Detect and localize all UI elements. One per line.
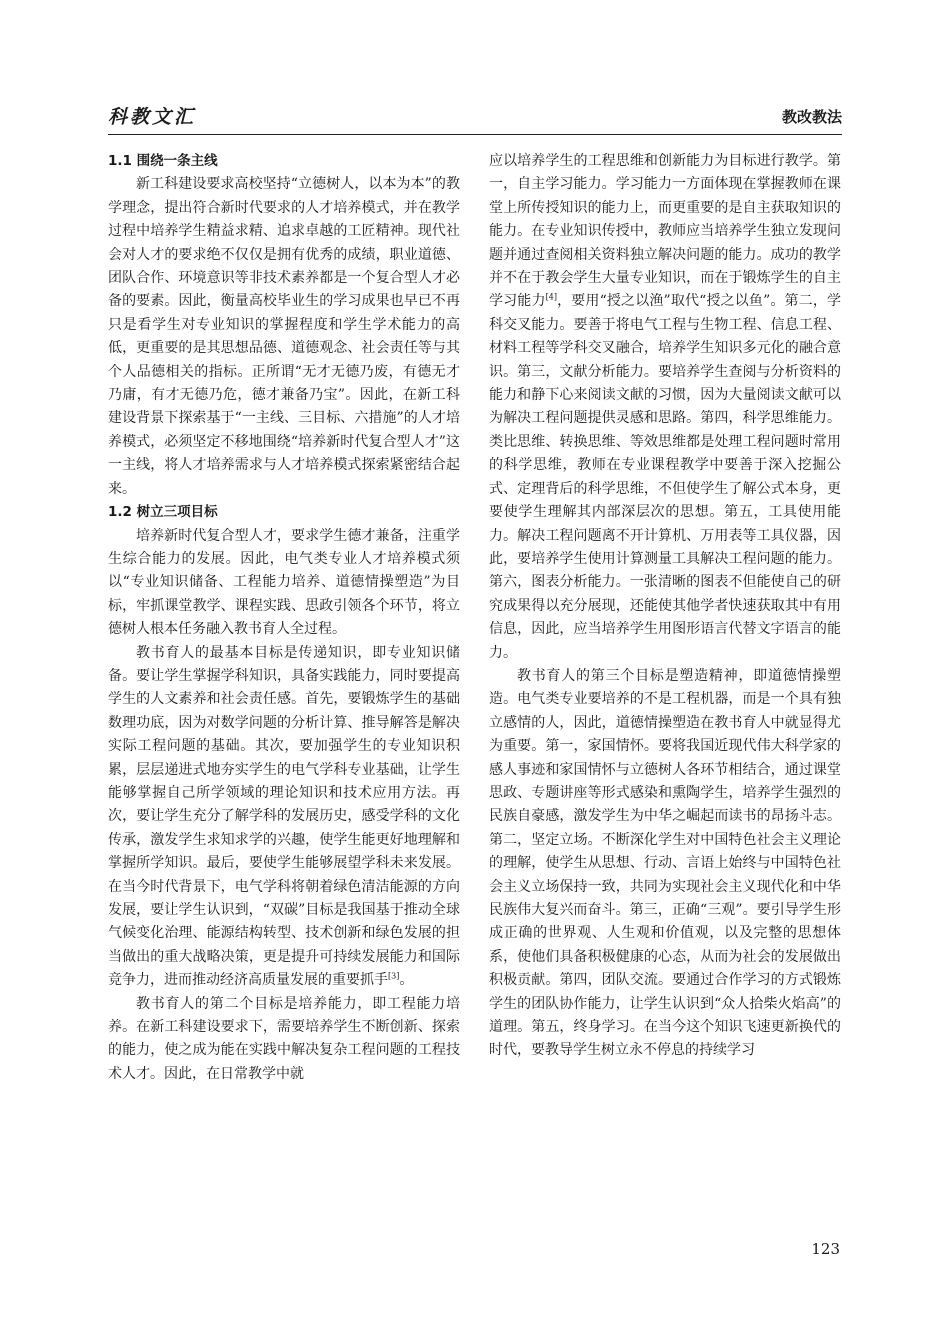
section-label: 教改教法 [781,108,842,126]
paragraph-text: 教书育人的最基本目标是传递知识，即专业知识储备。要让学生掌握学科知识，具备实践能力，同时要提高学生的人文素养和社会责任感。首先，要锻炼学生的基础数理功底，因为对数学问题的分析计算、推导解答是解决实际工程问题的基础。其次，要加强学生的专业知识积累，层层递进式地夯实学生的电气学科专业基础，让学生能够掌握自己所学领域的理论知识和技术应用方法。再次，要让学生充分了解学科的发展历史，感受学科的文化传承，激发学生求知求学的兴趣，使学生能更好地理解和掌握所学知识。最后，要使学生能够展望学科未来发展。在当今时代背景下，电气学科将朝着绿色清洁能源的方向发展，要让学生认识到，“双碳”目标是我国基于推动全球气候变化治理、能源结构转型、技术创新和绿色发展的担当做出的重大战略决策，更是提升可持续发展能力和国际竞争力，进而推动经济高质量发展的重要抓手 [108,644,460,989]
page-header [108,100,842,132]
header-rule [108,134,842,135]
citation-ref: [3] [388,971,400,981]
left-column [108,150,460,1086]
page-number: 123 [811,1240,840,1258]
paragraph [108,642,460,993]
paragraph-text: 。 [399,972,414,989]
paragraph: 教书育人的第二个目标是培养能力，即工程能力培养。在新工科建设要求下，需要培养学生不断创新、探索的能力，使之成为能在实践中解决复杂工程问题的工程技术人才。因此，在日常教学中就 [108,995,460,1082]
section-heading-1-2: 1.2 树立三项目标 [108,504,218,521]
citation-ref: [4] [545,292,557,302]
journal-title: 科教文汇 [108,106,197,128]
right-column [489,150,841,1063]
paragraph: 培养新时代复合型人才，要求学生德才兼备，注重学生综合能力的发展。因此，电气类专业人才培养模式须以“专业知识储备、工程能力培养、道德情操塑造”为目标，牢抓课堂教学、课程实践、思政引领各个环节，将立德树人根本任务融入教书育人全过程。 [108,527,460,638]
paragraph: 新工科建设要求高校坚持“立德树人，以本为本”的教学理念，提出符合新时代要求的人才培养模式，并在教学过程中培养学生精益求精、追求卓越的工匠精神。现代社会对人才的要求绝不仅仅是拥有优秀的成绩，职业道德、团队合作、环境意识等非技术素养都是一个复合型人才必备的要素。因此，衡量高校毕业生的学习成果也早已不再只是看学生对专业知识的掌握程度和学生学术能力的高低，更重要的是其思想品德、道德观念、社会责任等与其个人品德相关的指标。正所谓“无才无德乃废，有德无才乃庸，有才无德乃危，德才兼备乃宝”。因此，在新工科建设背景下探索基于“一主线、三目标、六措施”的人才培养模式，必须坚定不移地围绕“培养新时代复合型人才”这一主线，将人才培养需求与人才培养模式探索紧密结合起来。 [108,176,460,497]
paragraph-text: 应以培养学生的工程思维和创新能力为目标进行教学。第一，自主学习能力。学习能力一方面体现在掌握教师在课堂上所传授知识的能力上，而更重要的是自主获取知识的能力。在专业知识传授中，教师应当培养学生独立发现问题并通过查阅相关资料独立解决问题的能力。成功的教学并不在于教会学生大量专业知识，而在于锻炼学生的自主学习能力 [489,153,841,310]
section-heading-1-1: 1.1 围绕一条主线 [108,153,218,169]
paragraph [489,150,841,665]
paragraph: 教书育人的第三个目标是塑造精神，即道德情操塑造。电气类专业要培养的不是工程机器，而是一个具有独立感情的人，因此，道德情操塑造在教书育人中就显得尤为重要。第一，家国情怀。要将我国近现代伟大科学家的感人事迹和家国情怀与立德树人各环节相结合，通过课堂思政、专题讲座等形式感染和熏陶学生，培养学生强烈的民族自豪感，激发学生为中华之崛起而读书的昂扬斗志。第二，坚定立场。不断深化学生对中国特色社会主义理论的理解，使学生从思想、行动、言语上始终与中国特色社会主义立场保持一致，共同为实现社会主义现代化和中华民族伟大复兴而奋斗。第三，正确“三观”。要引导学生形成正确的世界观、人生观和价值观，以及完整的思想体系，使他们具备积极健康的心态，从而为社会的发展做出积极贡献。第四，团队交流。要通过合作学习的方式锻炼学生的团队协作能力，让学生认识到“众人拾柴火焰高”的道理。第五，终身学习。在当今这个知识飞速更新换代的时代，要教导学生树立永不停息的持续学习 [489,667,841,1059]
paragraph-text: ，要用“授之以渔”取代“授之以鱼”。第二，学科交叉能力。要善于将电气工程与生物工程、信息工程、材料工程等学科交叉融合，培养学生知识多元化的融合意识。第三，文献分析能力。要培养学生查阅与分析资料的能力和静下心来阅读文献的习惯，因为大量阅读文献可以为解决工程问题提供灵感和思路。第四，科学思维能力。类比思维、转换思维、等效思维都是处理工程问题时常用的科学思维，教师在专业课程教学中要善于深入挖掘公式、定理背后的科学思维，不但使学生了解公式本身，更要使学生理解其内部深层次的思想。第五，工具使用能力。解决工程问题离不开计算机、万用表等工具仪器，因此，要培养学生使用计算测量工具解决工程问题的能力。第六，图表分析能力。一张清晰的图表不但能使自己的研究成果得以充分展现，还能使其他学者快速获取其中有用信息，因此，应当培养学生用图形语言代替文字语言的能力。 [489,293,841,661]
